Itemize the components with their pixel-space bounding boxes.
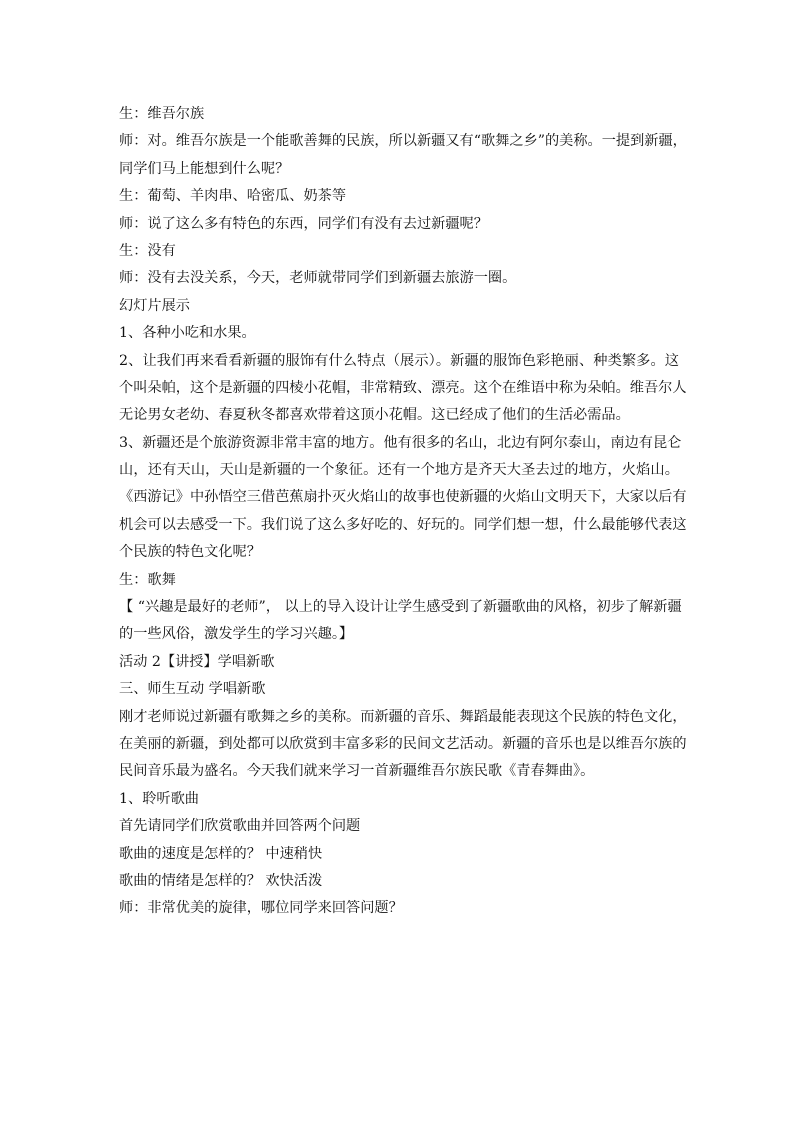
- text-line: 【 “兴趣是最好的老师”， 以上的导入设计让学生感受到了新疆歌曲的风格，初步了解新疆: [119, 599, 682, 616]
- text-line: 师：对。维吾尔族是一个能歌善舞的民族，所以新疆又有“歌舞之乡”的美称。一提到新疆，: [119, 133, 687, 150]
- text-line: 刚才老师说过新疆有歌舞之乡的美称。而新疆的音乐、舞蹈最能表现这个民族的特色文化，: [119, 708, 687, 725]
- text-line: 无论男女老幼、春夏秋冬都喜欢带着这顶小花帽。这已经成了他们的生活必需品。: [119, 407, 630, 424]
- text-line: 个叫朵帕，这个是新疆的四棱小花帽，非常精致、漂亮。这个在维语中称为朵帕。维吾尔人: [119, 379, 687, 396]
- text-line: 师：没有去没关系，今天，老师就带同学们到新疆去旅游一圈。: [119, 270, 517, 287]
- text-line: 生：葡萄、羊肉串、哈密瓜、奶茶等: [119, 188, 347, 205]
- text-line: 歌曲的情绪是怎样的？ 欢快活泼: [119, 872, 323, 889]
- text-line: 同学们马上能想到什么呢？: [119, 160, 290, 177]
- text-line: 1、聆听歌曲: [119, 790, 199, 807]
- text-line: 活动 2【讲授】学唱新歌: [119, 653, 275, 670]
- text-line: 个民族的特色文化呢？: [119, 544, 261, 561]
- text-line: 在美丽的新疆，到处都可以欣赏到丰富多彩的民间文艺活动。新疆的音乐也是以维吾尔族的: [119, 735, 687, 752]
- text-line: 师：非常优美的旋律，哪位同学来回答问题？: [119, 900, 403, 917]
- text-line: 《西游记》中孙悟空三借芭蕉扇扑灭火焰山的故事也使新疆的火焰山文明天下，大家以后有: [119, 489, 687, 506]
- text-line: 2、让我们再来看看新疆的服饰有什么特点（展示）。新疆的服饰色彩艳丽、种类繁多。这: [119, 352, 679, 369]
- text-line: 三、师生互动 学唱新歌: [119, 681, 266, 698]
- text-line: 1、各种小吃和水果。: [119, 325, 256, 342]
- text-line: 的一些风俗，激发学生的学习兴趣。】: [119, 626, 354, 643]
- text-line: 师：说了这么多有特色的东西，同学们有没有去过新疆呢？: [119, 215, 488, 232]
- text-line: 民间音乐最为盛名。今天我们就来学习一首新疆维吾尔族民歌《青春舞曲》。: [119, 763, 595, 780]
- text-line: 机会可以去感受一下。我们说了这么多好吃的、好玩的。同学们想一想，什么最能够代表这: [119, 516, 687, 533]
- text-line: 山，还有天山，天山是新疆的一个象征。还有一个地方是齐天大圣去过的地方，火焰山。: [119, 462, 679, 479]
- text-line: 生：没有: [119, 242, 176, 259]
- text-line: 歌曲的速度是怎样的？ 中速稍快: [119, 845, 323, 862]
- document-body: [119, 101, 687, 923]
- text-line: 3、新疆还是个旅游资源非常丰富的地方。他有很多的名山，北边有阿尔泰山，南边有昆仑: [119, 434, 682, 451]
- text-line: 生：歌舞: [119, 571, 176, 588]
- text-line: 生：维吾尔族: [119, 106, 205, 122]
- text-line: 幻灯片展示: [119, 297, 190, 314]
- text-line: 首先请同学们欣赏歌曲并回答两个问题: [119, 818, 361, 835]
